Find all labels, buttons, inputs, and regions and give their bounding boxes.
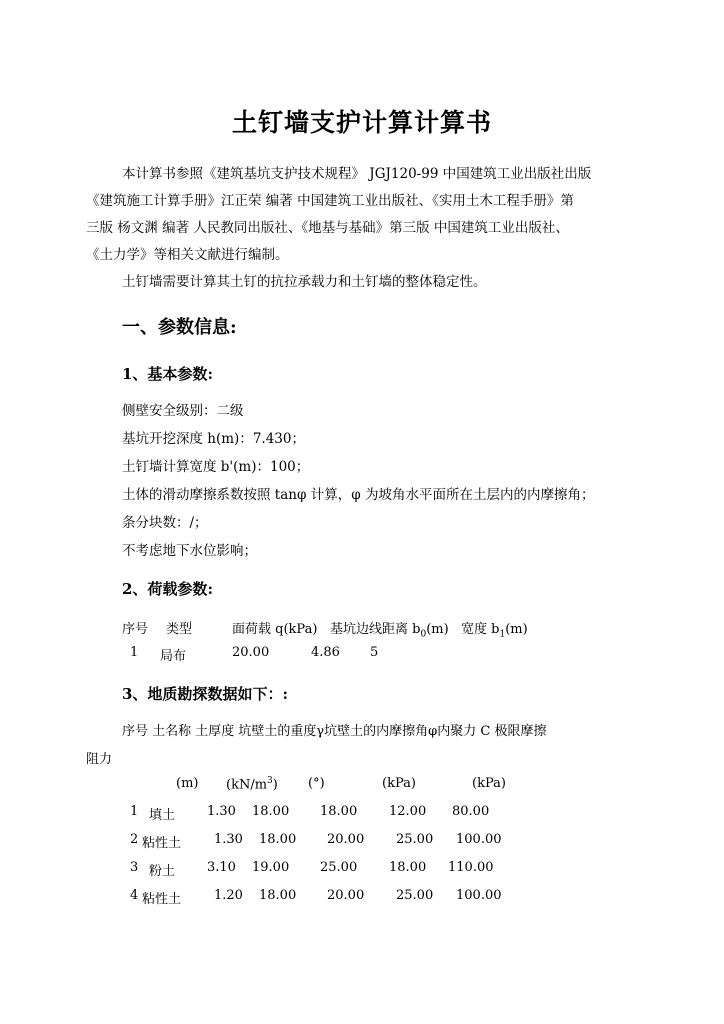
geo-cell-weight: 18.00 <box>259 888 297 903</box>
load-header-b1: 宽度 $b_1(m)$ <box>461 622 528 640</box>
table-row <box>0 804 724 824</box>
load-cell-type: 局布 <box>160 649 187 664</box>
geo-cell-name: 填土 <box>149 808 176 823</box>
geo-header-line-1: 序号 土名称 土厚度 坑壁土的重度γ坑壁土的内摩擦角φ内聚力 C 极限摩擦 <box>122 724 547 739</box>
geo-cell-angle: 20.00 <box>327 832 365 847</box>
geo-cell-cohesion: 12.00 <box>389 804 427 819</box>
geo-cell-name: 粉土 <box>149 864 176 879</box>
geo-cell-thickness: 1.30 <box>207 804 236 819</box>
geo-cell-thickness: 1.20 <box>214 888 243 903</box>
geo-cell-thickness: 3.10 <box>207 860 236 875</box>
load-table-header <box>0 618 724 638</box>
basic-param-item: 条分块数：/； <box>122 515 208 531</box>
basic-param-item: 土钉墙计算宽度 b'(m)：100； <box>122 459 310 475</box>
geo-cell-friction: 110.00 <box>448 860 494 875</box>
section-heading-parameters: 一、参数信息: <box>122 317 237 338</box>
basic-param-item: 基坑开挖深度 h(m)：7.430； <box>122 431 305 447</box>
table-row <box>0 888 724 908</box>
load-header-type: 类型 <box>166 622 193 637</box>
load-cell-b1: 5 <box>370 645 379 660</box>
geo-cell-weight: 19.00 <box>252 860 290 875</box>
table-row <box>0 832 724 852</box>
geo-header-line-2: 阻力 <box>86 752 113 767</box>
geo-cell-weight: 18.00 <box>259 832 297 847</box>
table-row <box>0 860 724 880</box>
table-row <box>0 645 724 665</box>
intro-line-1: 本计算书参照《建筑基坑支护技术规程》 JGJ120-99 中国建筑工业出版社出版 <box>122 166 592 182</box>
unit-thickness: (m) <box>176 776 199 791</box>
geo-cell-angle: 25.00 <box>320 860 358 875</box>
intro-line-2: 《建筑施工计算手册》江正荣 编著 中国建筑工业出版社、《实用土木工程手册》第 <box>86 193 574 209</box>
unit-weight: $(kN/m^3)$ <box>226 776 278 793</box>
load-cell-b0: 4.86 <box>311 645 340 660</box>
geo-cell-no: 1 <box>130 804 139 819</box>
unit-cohesion: (kPa) <box>382 776 416 791</box>
geo-cell-cohesion: 18.00 <box>389 860 427 875</box>
geo-cell-weight: 18.00 <box>252 804 290 819</box>
unit-angle: (°) <box>308 776 325 791</box>
basic-param-item: 不考虑地下水位影响； <box>122 543 257 559</box>
geo-cell-cohesion: 25.00 <box>396 832 434 847</box>
intro-line-4: 《土力学》等相关文献进行编制。 <box>86 247 289 263</box>
geo-cell-no: 3 <box>130 860 139 875</box>
geo-cell-name: 粘性土 <box>142 836 182 851</box>
geo-cell-angle: 18.00 <box>320 804 358 819</box>
load-header-b0: 基坑边线距离 $b_0(m)$ <box>330 622 449 640</box>
load-cell-q: 20.00 <box>232 645 270 660</box>
basic-param-item: 侧壁安全级别：二级 <box>122 403 244 419</box>
intro-line-3: 三版 杨文渊 编著 人民教同出版社、《地基与基础》第三版 中国建筑工业出版社、 <box>86 220 569 236</box>
geo-cell-no: 2 <box>130 832 139 847</box>
unit-friction: (kPa) <box>472 776 506 791</box>
document-title: 土钉墙支护计算计算书 <box>231 108 492 137</box>
geo-cell-angle: 20.00 <box>327 888 365 903</box>
geo-cell-name: 粘性土 <box>142 892 182 907</box>
geo-cell-friction: 80.00 <box>452 804 490 819</box>
load-cell-no: 1 <box>130 645 139 660</box>
basic-params-heading: 1、基本参数: <box>122 365 213 383</box>
load-header-q: 面荷载 q(kPa) <box>232 622 318 637</box>
geo-cell-thickness: 1.30 <box>214 832 243 847</box>
geo-data-heading: 3、地质勘探数据如下：: <box>122 685 288 703</box>
load-header-no: 序号 <box>122 622 149 637</box>
basic-param-item: 土体的滑动摩擦系数按照 tanφ 计算，φ 为坡角水平面所在土层内的内摩擦角； <box>122 487 595 503</box>
intro-line-5: 土钉墙需要计算其土钉的抗拉承载力和土钉墙的整体稳定性。 <box>122 274 487 290</box>
geo-cell-cohesion: 25.00 <box>396 888 434 903</box>
geo-cell-no: 4 <box>130 888 139 903</box>
geo-units-row <box>0 776 724 796</box>
geo-cell-friction: 100.00 <box>456 832 502 847</box>
load-params-heading: 2、荷载参数: <box>122 580 213 598</box>
geo-cell-friction: 100.00 <box>456 888 502 903</box>
